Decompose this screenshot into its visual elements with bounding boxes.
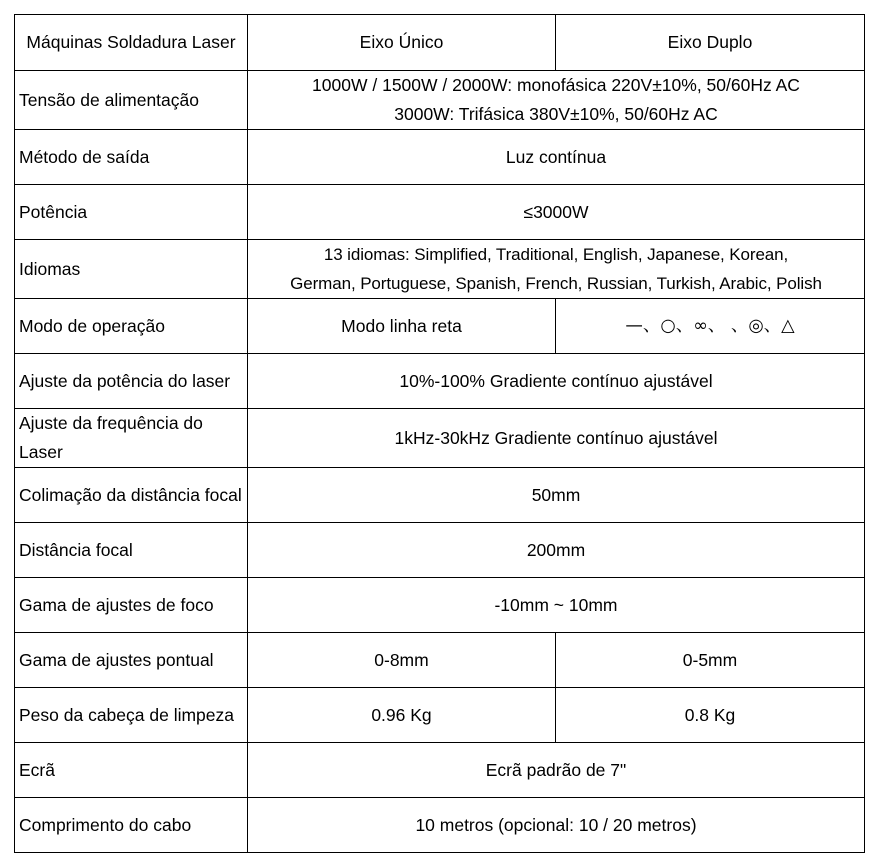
row-label-screen: Ecrã	[15, 743, 248, 798]
head-weight-single: 0.96 Kg	[248, 688, 556, 743]
table-row-focal-collimation	[15, 468, 865, 523]
spec-table	[14, 14, 865, 853]
head-weight-double: 0.8 Kg	[556, 688, 865, 743]
table-row-cable-length	[15, 798, 865, 853]
row-label-laser-power-adjust: Ajuste da potência do laser	[15, 354, 248, 409]
voltage-value-cell	[248, 71, 865, 130]
power-value: ≤3000W	[248, 185, 865, 240]
table-row-focus-range	[15, 578, 865, 633]
laser-frequency-adjust-value: 1kHz-30kHz Gradiente contínuo ajustável	[248, 409, 865, 468]
table-row-laser-power-adjust	[15, 354, 865, 409]
row-label-voltage: Tensão de alimentação	[15, 71, 248, 130]
row-label-focal-distance: Distância focal	[15, 523, 248, 578]
row-label-spot-range: Gama de ajustes pontual	[15, 633, 248, 688]
spot-range-single: 0-8mm	[248, 633, 556, 688]
cable-length-value: 10 metros (opcional: 10 / 20 metros)	[248, 798, 865, 853]
row-label-operation-mode: Modo de operação	[15, 299, 248, 354]
screen-value: Ecrã padrão de 7"	[248, 743, 865, 798]
table-row-head-weight	[15, 688, 865, 743]
column-header-double-axis: Eixo Duplo	[556, 15, 865, 71]
row-label-head-weight: Peso da cabeça de limpeza	[15, 688, 248, 743]
row-label-power: Potência	[15, 185, 248, 240]
languages-line-2: German, Portuguese, Spanish, French, Russian, Turkish, Arabic, Polish	[290, 274, 822, 293]
laser-power-adjust-value: 10%-100% Gradiente contínuo ajustável	[248, 354, 865, 409]
table-row-focal-distance	[15, 523, 865, 578]
row-label-laser-frequency-adjust: Ajuste da frequência do Laser	[15, 409, 248, 468]
row-label-cable-length: Comprimento do cabo	[15, 798, 248, 853]
column-header-single-axis: Eixo Único	[248, 15, 556, 71]
voltage-line-2: 3000W: Trifásica 380V±10%, 50/60Hz AC	[394, 104, 718, 124]
table-row-voltage	[15, 71, 865, 130]
corner-header-cell: Máquinas Soldadura Laser	[15, 15, 248, 71]
table-row-spot-range	[15, 633, 865, 688]
row-label-output-method: Método de saída	[15, 130, 248, 185]
languages-value-cell	[248, 240, 865, 299]
table-row-screen	[15, 743, 865, 798]
table-row-header	[15, 15, 865, 71]
focal-collimation-value: 50mm	[248, 468, 865, 523]
voltage-line-1: 1000W / 1500W / 2000W: monofásica 220V±10%, 50/60Hz AC	[312, 75, 800, 95]
table-row-power	[15, 185, 865, 240]
row-label-focus-range: Gama de ajustes de foco	[15, 578, 248, 633]
focus-range-value: -10mm ~ 10mm	[248, 578, 865, 633]
output-method-value: Luz contínua	[248, 130, 865, 185]
table-row-languages	[15, 240, 865, 299]
languages-line-1: 13 idiomas: Simplified, Traditional, English, Japanese, Korean,	[323, 245, 789, 264]
row-label-focal-collimation: Colimação da distância focal	[15, 468, 248, 523]
table-row-output-method	[15, 130, 865, 185]
focal-distance-value: 200mm	[248, 523, 865, 578]
table-row-operation-mode	[15, 299, 865, 354]
spot-range-double: 0-5mm	[556, 633, 865, 688]
row-label-languages: Idiomas	[15, 240, 248, 299]
table-row-laser-frequency-adjust	[15, 409, 865, 468]
operation-mode-double-icons: —、○、∞、 、◎、△	[556, 299, 865, 354]
operation-mode-single: Modo linha reta	[248, 299, 556, 354]
